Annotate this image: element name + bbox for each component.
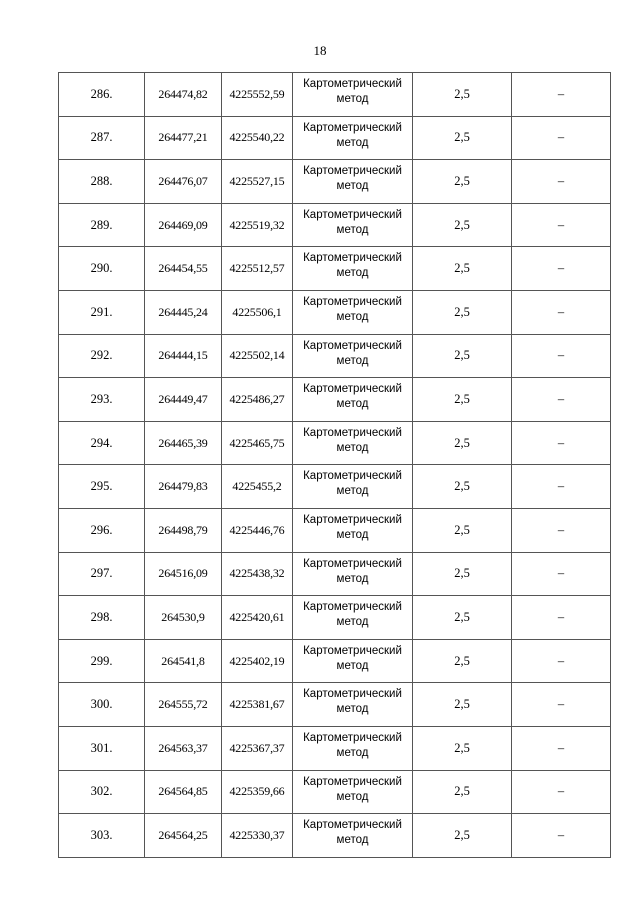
x-coordinate-cell: 264474,82 [145,73,222,117]
table-row [59,465,611,509]
note-cell: – [512,378,611,422]
method-cell: Картометрический метод [293,116,413,160]
method-cell: Картометрический метод [293,683,413,727]
y-coordinate-cell: 4225552,59 [222,73,293,117]
point-number-cell: 288. [59,160,145,204]
accuracy-cell: 2,5 [413,465,512,509]
method-cell: Картометрический метод [293,639,413,683]
table-row [59,639,611,683]
table-row [59,421,611,465]
method-cell: Картометрический метод [293,334,413,378]
table-row [59,596,611,640]
table-row [59,73,611,117]
note-cell: – [512,465,611,509]
note-cell: – [512,508,611,552]
note-cell: – [512,421,611,465]
x-coordinate-cell: 264498,79 [145,508,222,552]
method-cell: Картометрический метод [293,421,413,465]
note-cell: – [512,596,611,640]
point-number-cell: 286. [59,73,145,117]
note-cell: – [512,552,611,596]
method-cell: Картометрический метод [293,465,413,509]
point-number-cell: 299. [59,639,145,683]
method-cell: Картометрический метод [293,203,413,247]
x-coordinate-cell: 264541,8 [145,639,222,683]
table-row [59,683,611,727]
point-number-cell: 292. [59,334,145,378]
note-cell: – [512,726,611,770]
accuracy-cell: 2,5 [413,770,512,814]
method-cell: Картометрический метод [293,73,413,117]
note-cell: – [512,639,611,683]
accuracy-cell: 2,5 [413,508,512,552]
x-coordinate-cell: 264479,83 [145,465,222,509]
table-row [59,290,611,334]
note-cell: – [512,683,611,727]
y-coordinate-cell: 4225486,27 [222,378,293,422]
accuracy-cell: 2,5 [413,247,512,291]
method-cell: Картометрический метод [293,160,413,204]
table-row [59,334,611,378]
x-coordinate-cell: 264564,25 [145,814,222,858]
y-coordinate-cell: 4225465,75 [222,421,293,465]
accuracy-cell: 2,5 [413,73,512,117]
note-cell: – [512,203,611,247]
y-coordinate-cell: 4225446,76 [222,508,293,552]
point-number-cell: 301. [59,726,145,770]
y-coordinate-cell: 4225540,22 [222,116,293,160]
method-cell: Картометрический метод [293,596,413,640]
accuracy-cell: 2,5 [413,596,512,640]
point-number-cell: 293. [59,378,145,422]
x-coordinate-cell: 264555,72 [145,683,222,727]
method-cell: Картометрический метод [293,508,413,552]
accuracy-cell: 2,5 [413,116,512,160]
method-cell: Картометрический метод [293,290,413,334]
method-cell: Картометрический метод [293,552,413,596]
note-cell: – [512,73,611,117]
accuracy-cell: 2,5 [413,290,512,334]
y-coordinate-cell: 4225455,2 [222,465,293,509]
table-body [59,73,611,858]
x-coordinate-cell: 264563,37 [145,726,222,770]
x-coordinate-cell: 264444,15 [145,334,222,378]
accuracy-cell: 2,5 [413,552,512,596]
method-cell: Картометрический метод [293,814,413,858]
y-coordinate-cell: 4225512,57 [222,247,293,291]
point-number-cell: 298. [59,596,145,640]
accuracy-cell: 2,5 [413,726,512,770]
method-cell: Картометрический метод [293,726,413,770]
point-number-cell: 289. [59,203,145,247]
y-coordinate-cell: 4225330,37 [222,814,293,858]
table-row [59,552,611,596]
table-row [59,116,611,160]
point-number-cell: 291. [59,290,145,334]
page-number: 18 [313,43,327,58]
x-coordinate-cell: 264449,47 [145,378,222,422]
y-coordinate-cell: 4225402,19 [222,639,293,683]
x-coordinate-cell: 264454,55 [145,247,222,291]
point-number-cell: 287. [59,116,145,160]
x-coordinate-cell: 264465,39 [145,421,222,465]
point-number-cell: 302. [59,770,145,814]
note-cell: – [512,160,611,204]
note-cell: – [512,770,611,814]
table-row [59,770,611,814]
point-number-cell: 294. [59,421,145,465]
table-row [59,814,611,858]
point-number-cell: 297. [59,552,145,596]
x-coordinate-cell: 264564,85 [145,770,222,814]
table-row [59,203,611,247]
table-row [59,378,611,422]
y-coordinate-cell: 4225438,32 [222,552,293,596]
x-coordinate-cell: 264469,09 [145,203,222,247]
x-coordinate-cell: 264445,24 [145,290,222,334]
x-coordinate-cell: 264476,07 [145,160,222,204]
table-row [59,247,611,291]
note-cell: – [512,290,611,334]
y-coordinate-cell: 4225359,66 [222,770,293,814]
y-coordinate-cell: 4225519,32 [222,203,293,247]
y-coordinate-cell: 4225506,1 [222,290,293,334]
point-number-cell: 295. [59,465,145,509]
x-coordinate-cell: 264477,21 [145,116,222,160]
x-coordinate-cell: 264530,9 [145,596,222,640]
coordinates-table [58,72,611,858]
point-number-cell: 303. [59,814,145,858]
accuracy-cell: 2,5 [413,334,512,378]
y-coordinate-cell: 4225367,37 [222,726,293,770]
y-coordinate-cell: 4225420,61 [222,596,293,640]
table-row [59,726,611,770]
y-coordinate-cell: 4225381,67 [222,683,293,727]
method-cell: Картометрический метод [293,247,413,291]
y-coordinate-cell: 4225502,14 [222,334,293,378]
y-coordinate-cell: 4225527,15 [222,160,293,204]
method-cell: Картометрический метод [293,378,413,422]
point-number-cell: 296. [59,508,145,552]
accuracy-cell: 2,5 [413,378,512,422]
note-cell: – [512,334,611,378]
accuracy-cell: 2,5 [413,814,512,858]
note-cell: – [512,116,611,160]
accuracy-cell: 2,5 [413,160,512,204]
accuracy-cell: 2,5 [413,683,512,727]
note-cell: – [512,814,611,858]
note-cell: – [512,247,611,291]
method-cell: Картометрический метод [293,770,413,814]
point-number-cell: 290. [59,247,145,291]
x-coordinate-cell: 264516,09 [145,552,222,596]
table-row [59,508,611,552]
accuracy-cell: 2,5 [413,203,512,247]
accuracy-cell: 2,5 [413,421,512,465]
point-number-cell: 300. [59,683,145,727]
table-row [59,160,611,204]
accuracy-cell: 2,5 [413,639,512,683]
